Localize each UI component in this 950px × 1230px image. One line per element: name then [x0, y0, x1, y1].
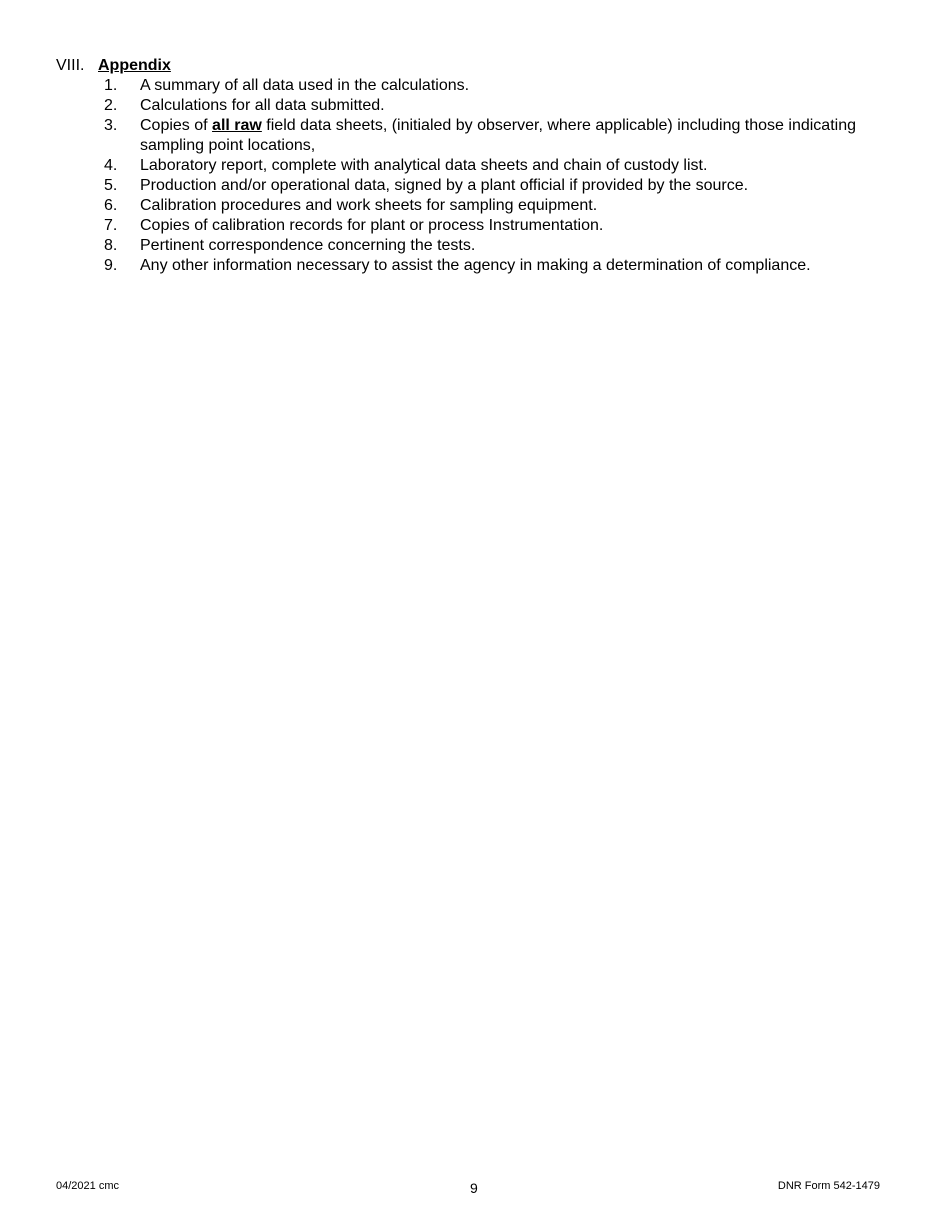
item-number: 4. — [104, 157, 118, 174]
item-text-emphasis: all raw — [212, 117, 262, 134]
appendix-section — [56, 56, 856, 276]
item-number: 3. — [104, 117, 118, 134]
item-text: Pertinent correspondence concerning the tests. — [140, 237, 476, 254]
item-number: 7. — [104, 217, 118, 234]
list-item — [104, 176, 864, 196]
section-number: VIII. — [56, 57, 85, 74]
page-number: 9 — [470, 1180, 478, 1196]
footer-revision: 04/2021 cmc — [56, 1180, 119, 1192]
list-item — [104, 256, 864, 276]
item-text: A summary of all data used in the calculations. — [140, 77, 470, 94]
item-text: Any other information necessary to assist the agency in making a determination of compliance. — [140, 257, 811, 274]
item-text: Calibration procedures and work sheets for sampling equipment. — [140, 197, 598, 214]
item-number: 6. — [104, 197, 118, 214]
item-text-suffix: field data sheets, (initialed by observer, where applicable) including those indicating sampling point locations, — [140, 117, 856, 154]
list-item — [104, 196, 864, 216]
item-text: Laboratory report, complete with analytical data sheets and chain of custody list. — [140, 157, 708, 174]
item-number: 2. — [104, 97, 118, 114]
list-item — [104, 96, 864, 116]
item-text-prefix: Copies of — [140, 117, 213, 134]
item-text: Production and/or operational data, signed by a plant official if provided by the source. — [140, 177, 749, 194]
item-text: Copies of calibration records for plant or process Instrumentation. — [140, 217, 604, 234]
item-number: 9. — [104, 257, 118, 274]
list-item — [104, 236, 864, 256]
list-item — [104, 76, 864, 96]
footer-form-id: DNR Form 542-1479 — [777, 1180, 880, 1192]
section-heading — [56, 56, 816, 76]
item-text: Calculations for all data submitted. — [140, 97, 385, 114]
list-item — [104, 156, 864, 176]
item-number: 5. — [104, 177, 118, 194]
list-item — [104, 216, 864, 236]
item-text — [140, 116, 864, 156]
item-number: 1. — [104, 77, 118, 94]
list-item — [104, 116, 864, 156]
section-title: Appendix — [98, 57, 171, 74]
appendix-list — [104, 76, 864, 276]
item-number: 8. — [104, 237, 118, 254]
